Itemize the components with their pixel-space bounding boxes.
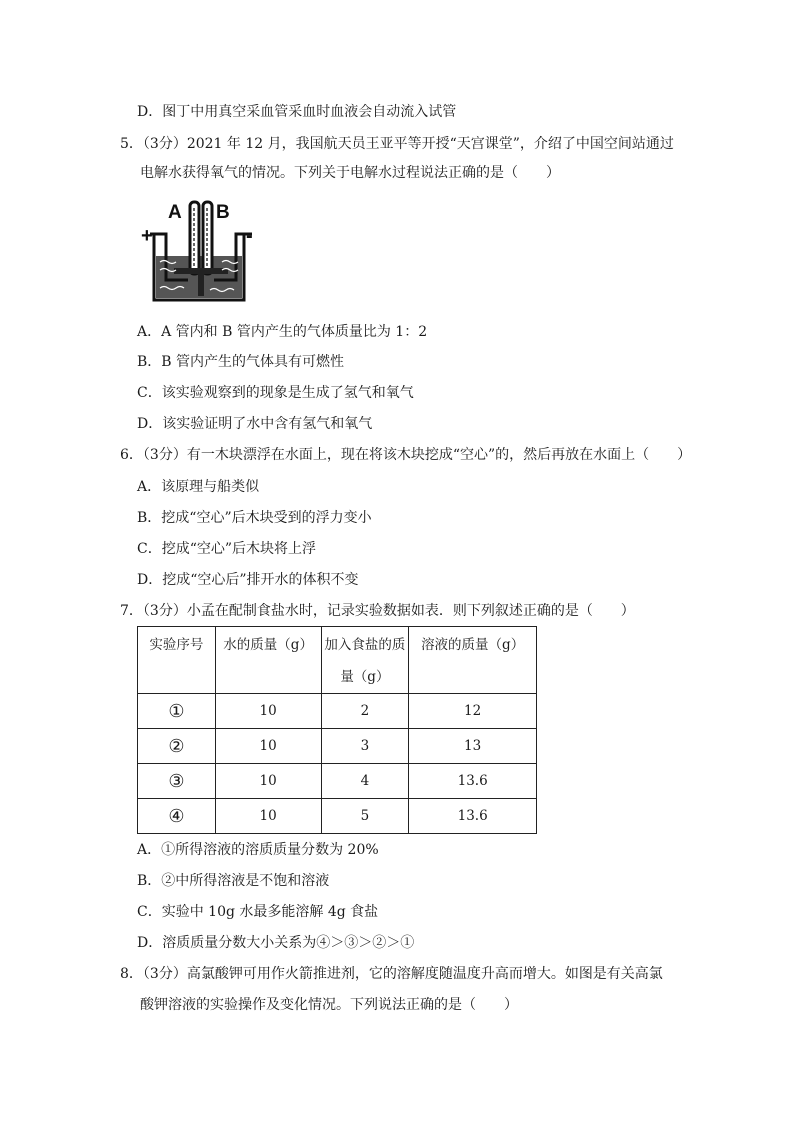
salt-mass-cell: 4	[321, 764, 409, 799]
solution-mass-cell: 13.6	[409, 764, 537, 799]
table-row	[138, 694, 537, 729]
q6-option-d: D．挖成“空心后”排开水的体积不变	[137, 572, 359, 588]
q5-option-d: D．该实验证明了水中含有氢气和氧气	[137, 416, 373, 432]
q6-option-a: A．该原理与船类似	[137, 479, 260, 495]
q7-stem: 7．（3分）小孟在配制食盐水时，记录实验数据如表．则下列叙述正确的是（ ）	[120, 603, 635, 619]
q7-option-c: C．实验中 10g 水最多能溶解 4g 食盐	[137, 904, 379, 920]
minus-sign: -	[246, 225, 253, 247]
table-row	[138, 729, 537, 764]
water-mass-cell: 10	[215, 729, 321, 764]
q6-stem: 6．（3分）有一木块漂浮在水面上，现在将该木块挖成“空心”的，然后再放在水面上（ ）	[120, 447, 692, 463]
q4-option-d: D．图丁中用真空采血管采血时血液会自动流入试管	[137, 104, 457, 120]
salt-mass-cell: 3	[321, 729, 409, 764]
header-solution-mass: 溶液的质量（g）	[409, 627, 537, 694]
q6-option-c: C．挖成“空心”后木块将上浮	[137, 541, 317, 557]
table-header-row	[138, 627, 537, 694]
salt-mass-cell: 2	[321, 694, 409, 729]
q7-option-d: D．溶质质量分数大小关系为④＞③＞②＞①	[137, 935, 415, 951]
header-salt-mass: 加入食盐的质 量（g）	[321, 627, 409, 694]
solution-mass-cell: 12	[409, 694, 537, 729]
plus-sign: +	[141, 225, 153, 247]
salt-mass-cell: 5	[321, 799, 409, 834]
header-trial-number: 实验序号	[138, 627, 216, 694]
trial-number-cell: ④	[138, 799, 216, 834]
q7-option-b: B．②中所得溶液是不饱和溶液	[137, 873, 330, 889]
table-row	[138, 799, 537, 834]
q8-stem-line1: 8．（3分）高氯酸钾可用作火箭推进剂，它的溶解度随温度升高而增大。如图是有关高氯	[120, 966, 663, 982]
solution-mass-cell: 13	[409, 729, 537, 764]
trial-number-cell: ②	[138, 729, 216, 764]
q6-option-b: B．挖成“空心”后木块受到的浮力变小	[137, 510, 372, 526]
q8-stem-line2: 酸钾溶液的实验操作及变化情况。下列说法正确的是（ ）	[140, 997, 518, 1013]
table-row	[138, 764, 537, 799]
trial-number-cell: ③	[138, 764, 216, 799]
q7-option-a: A．①所得溶液的溶质质量分数为 20%	[137, 842, 379, 858]
salt-solution-table	[137, 626, 537, 834]
q5-option-a: A．A 管内和 B 管内产生的气体质量比为 1：2	[137, 324, 428, 340]
water-mass-cell: 10	[215, 764, 321, 799]
q5-option-b: B．B 管内产生的气体具有可燃性	[137, 354, 345, 370]
q5-option-c: C．该实验观察到的现象是生成了氢气和氧气	[137, 385, 414, 401]
trial-number-cell: ①	[138, 694, 216, 729]
q5-stem-line2: 电解水获得氧气的情况。下列关于电解水过程说法正确的是（ ）	[140, 165, 560, 181]
solution-mass-cell: 13.6	[409, 799, 537, 834]
electrolysis-apparatus-figure	[140, 196, 266, 304]
water-mass-cell: 10	[215, 799, 321, 834]
label-b: B	[216, 202, 230, 223]
label-a: A	[168, 202, 182, 223]
header-water-mass: 水的质量（g）	[215, 627, 321, 694]
water-mass-cell: 10	[215, 694, 321, 729]
q5-stem-line1: 5．（3分）2021 年 12 月，我国航天员王亚平等开授“天宫课堂”，介绍了中国空间站通过	[120, 136, 674, 152]
